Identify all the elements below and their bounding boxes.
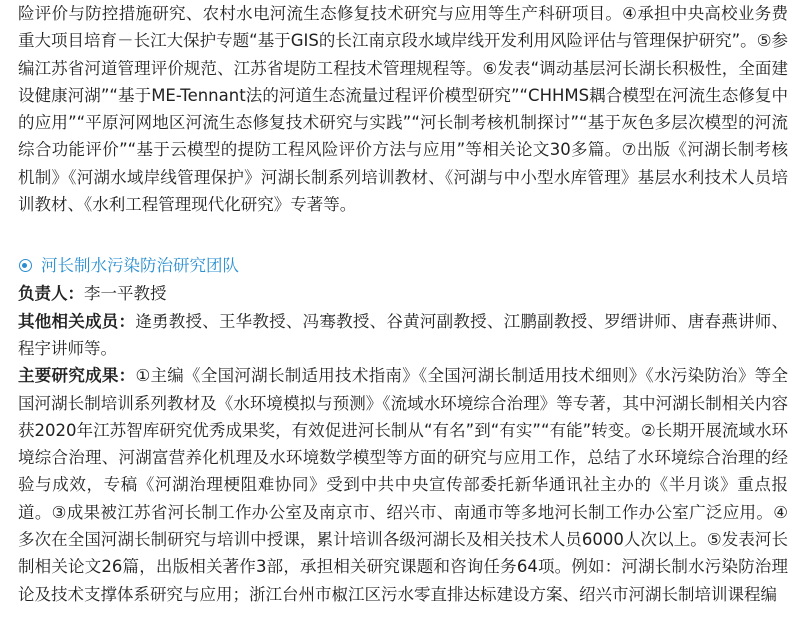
members-value: 逄勇教授、王华教授、冯骞教授、谷黄河副教授、江鹏副教授、罗缙讲师、唐春燕讲师、程宇讲师等。 [18, 311, 789, 358]
members-line [18, 308, 788, 363]
section-title: 河长制水污染防治研究团队 [41, 256, 239, 276]
section-heading [18, 252, 788, 279]
intro-paragraph: 险评价与防控措施研究、农村水电河流生态修复技术研究与应用等生产科研项目。④承担中央高校业务费重大项目培育－长江大保护专题“基于GIS的长江南京段水域岸线开发利用风险评估与管理保护研究”。⑤参编江苏省河道管理评价规范、江苏省堤防工程技术管理规程等。⑥发表“调动基层河长湖长积极性，全面建设健康河湖”“基于ME-Tennant法的河道生态流量过程评价模型研究”“CHHMS耦合模型在河流生态修复中的应用”“平原河网地区河流生态修复技术研究与实践”“河长制考核机制探讨”“基于灰色多层次模型的河流综合功能评价”“基于云模型的提防工程风险评价方法与应用”等相关论文30多篇。⑦出版《河湖长制考核机制》《河湖水域岸线管理保护》河湖长制系列培训教材、《河湖与中小型水库管理》基层水利技术人员培训教材、《水利工程管理现代化研究》专著等。 [18, 4, 788, 215]
circle-bullet-icon [19, 259, 32, 272]
leader-label: 负责人： [18, 284, 84, 304]
leader-line [18, 280, 788, 307]
members-label: 其他相关成员： [18, 311, 136, 331]
leader-value: 李一平教授 [84, 284, 167, 304]
results-paragraph [18, 362, 788, 608]
results-value: ①主编《全国河湖长制适用技术指南》《全国河湖长制适用技术细则》《水污染防治》等全国河湖长制培训系列教材及《水环境模拟与预测》《流域水环境综合治理》等专著，其中河湖长制相关内容获2020年江苏智库研究优秀成果奖，有效促进河长制从“有名”到“有实”“有能”转变。②长期开展流域水环境综合治理、河湖富营养化机理及水环境数学模型等方面的研究与应用工作，总结了水环境综合治理的经验与成效，专稿《河湖治理梗阻难协同》受到中共中央宣传部委托新华通讯社主办的《半月谈》重点报道。③成果被江苏省河长制工作办公室及南京市、绍兴市、南通市等多地河长制工作办公室广泛应用。④多次在全国河湖长制研究与培训中授课，累计培训各级河湖长及相关技术人员6000人次以上。⑤发表河长制相关论文26篇，出版相关著作3部，承担相关研究课题和咨询任务64项。例如：河湖长制水污染防治理论及技术支撑体系研究与应用；浙江台州市椒江区污水零直排达标建设方案、绍兴市河湖长制培训课程编 [18, 366, 788, 604]
results-label: 主要研究成果： [18, 366, 136, 386]
document-page [18, 0, 788, 608]
